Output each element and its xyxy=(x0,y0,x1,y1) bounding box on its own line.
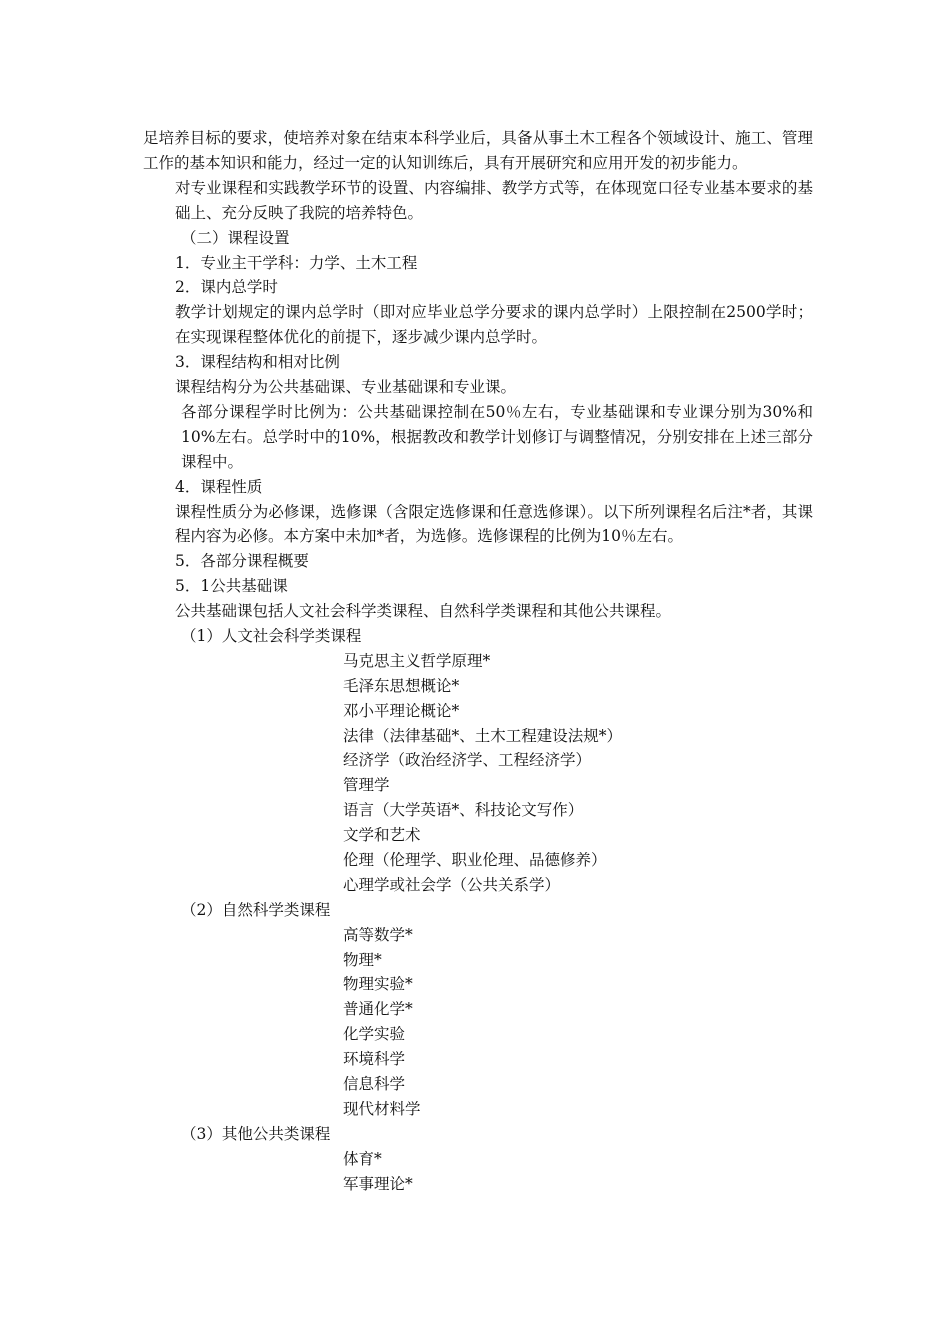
course-item: 伦理（伦理学、职业伦理、品德修养） xyxy=(343,851,607,869)
course-item: 信息科学 xyxy=(343,1075,406,1094)
course-item: 物理实验* xyxy=(343,975,413,994)
document-body xyxy=(143,126,813,1196)
course-group-title: （2）自然科学类课程 xyxy=(181,900,331,919)
course-item: 化学实验 xyxy=(343,1025,406,1044)
section-heading-course-setup: （二）课程设置 xyxy=(181,228,290,247)
course-item: 法律（法律基础*、土木工程建设法规*） xyxy=(343,726,623,745)
course-item: 高等数学* xyxy=(343,925,413,944)
paragraph-teaching-design: 对专业课程和实践教学环节的设置、内容编排、教学方式等，在体现宽口径专业基本要求的基础上、充分反映了我院的培养特色。 xyxy=(175,178,813,222)
course-item: 管理学 xyxy=(343,776,390,795)
course-item: 物理* xyxy=(343,950,382,969)
course-item: 语言（大学英语*、科技论文写作） xyxy=(343,801,584,820)
heading-main-disciplines: 1．专业主干学科：力学、土木工程 xyxy=(175,253,418,272)
course-item: 经济学（政治经济学、工程经济学） xyxy=(343,751,592,770)
paragraph-hour-ratio: 各部分课程学时比例为：公共基础课控制在50％左右，专业基础课和专业课分别为30%和10%左右。总学时中的10%，根据教改和教学计划修订与调整情况，分别安排在上述三部分课程中。 xyxy=(181,402,813,471)
course-group-other-public xyxy=(143,1122,813,1197)
course-item: 环境科学 xyxy=(343,1050,406,1069)
course-item: 体育* xyxy=(343,1149,382,1168)
course-group-title: （1）人文社会科学类课程 xyxy=(181,626,362,645)
course-item: 马克思主义哲学原理* xyxy=(343,651,491,670)
course-item: 普通化学* xyxy=(343,1000,413,1019)
paragraph-public-basic: 公共基础课包括人文社会科学类课程、自然科学类课程和其他公共课程。 xyxy=(175,602,672,621)
course-item: 心理学或社会学（公共关系学） xyxy=(343,875,561,894)
heading-course-nature: 4．课程性质 xyxy=(175,477,263,496)
heading-public-basic: 5．1公共基础课 xyxy=(175,577,288,596)
course-item: 军事理论* xyxy=(343,1174,413,1193)
course-group-natural-science xyxy=(143,898,813,1122)
heading-course-overview: 5．各部分课程概要 xyxy=(175,552,309,571)
course-item: 毛泽东思想概论* xyxy=(343,676,460,695)
course-item: 文学和艺术 xyxy=(343,826,421,845)
course-group-humanities xyxy=(143,624,813,898)
course-item: 邓小平理论概论* xyxy=(343,701,460,720)
paragraph-course-structure: 课程结构分为公共基础课、专业基础课和专业课。 xyxy=(175,378,517,396)
paragraph-total-hours: 教学计划规定的课内总学时（即对应毕业总学分要求的课内总学时）上限控制在2500学时；在实现课程整体优化的前提下，逐步减少课内总学时。 xyxy=(175,303,813,347)
paragraph-course-nature: 课程性质分为必修课，选修课（含限定选修课和任意选修课）。以下所列课程名后注*者，其课程内容为必修。本方案中未加*者，为选修。选修课程的比例为10％左右。 xyxy=(175,502,813,546)
heading-total-hours: 2．课内总学时 xyxy=(175,278,278,297)
course-group-title: （3）其他公共类课程 xyxy=(181,1124,331,1143)
course-item: 现代材料学 xyxy=(343,1099,421,1118)
heading-course-structure: 3．课程结构和相对比例 xyxy=(175,353,340,372)
paragraph-training-goal: 足培养目标的要求，使培养对象在结束本科学业后，具备从事土木工程各个领域设计、施工、管理工作的基本知识和能力，经过一定的认知训练后，具有开展研究和应用开发的初步能力。 xyxy=(143,129,813,172)
